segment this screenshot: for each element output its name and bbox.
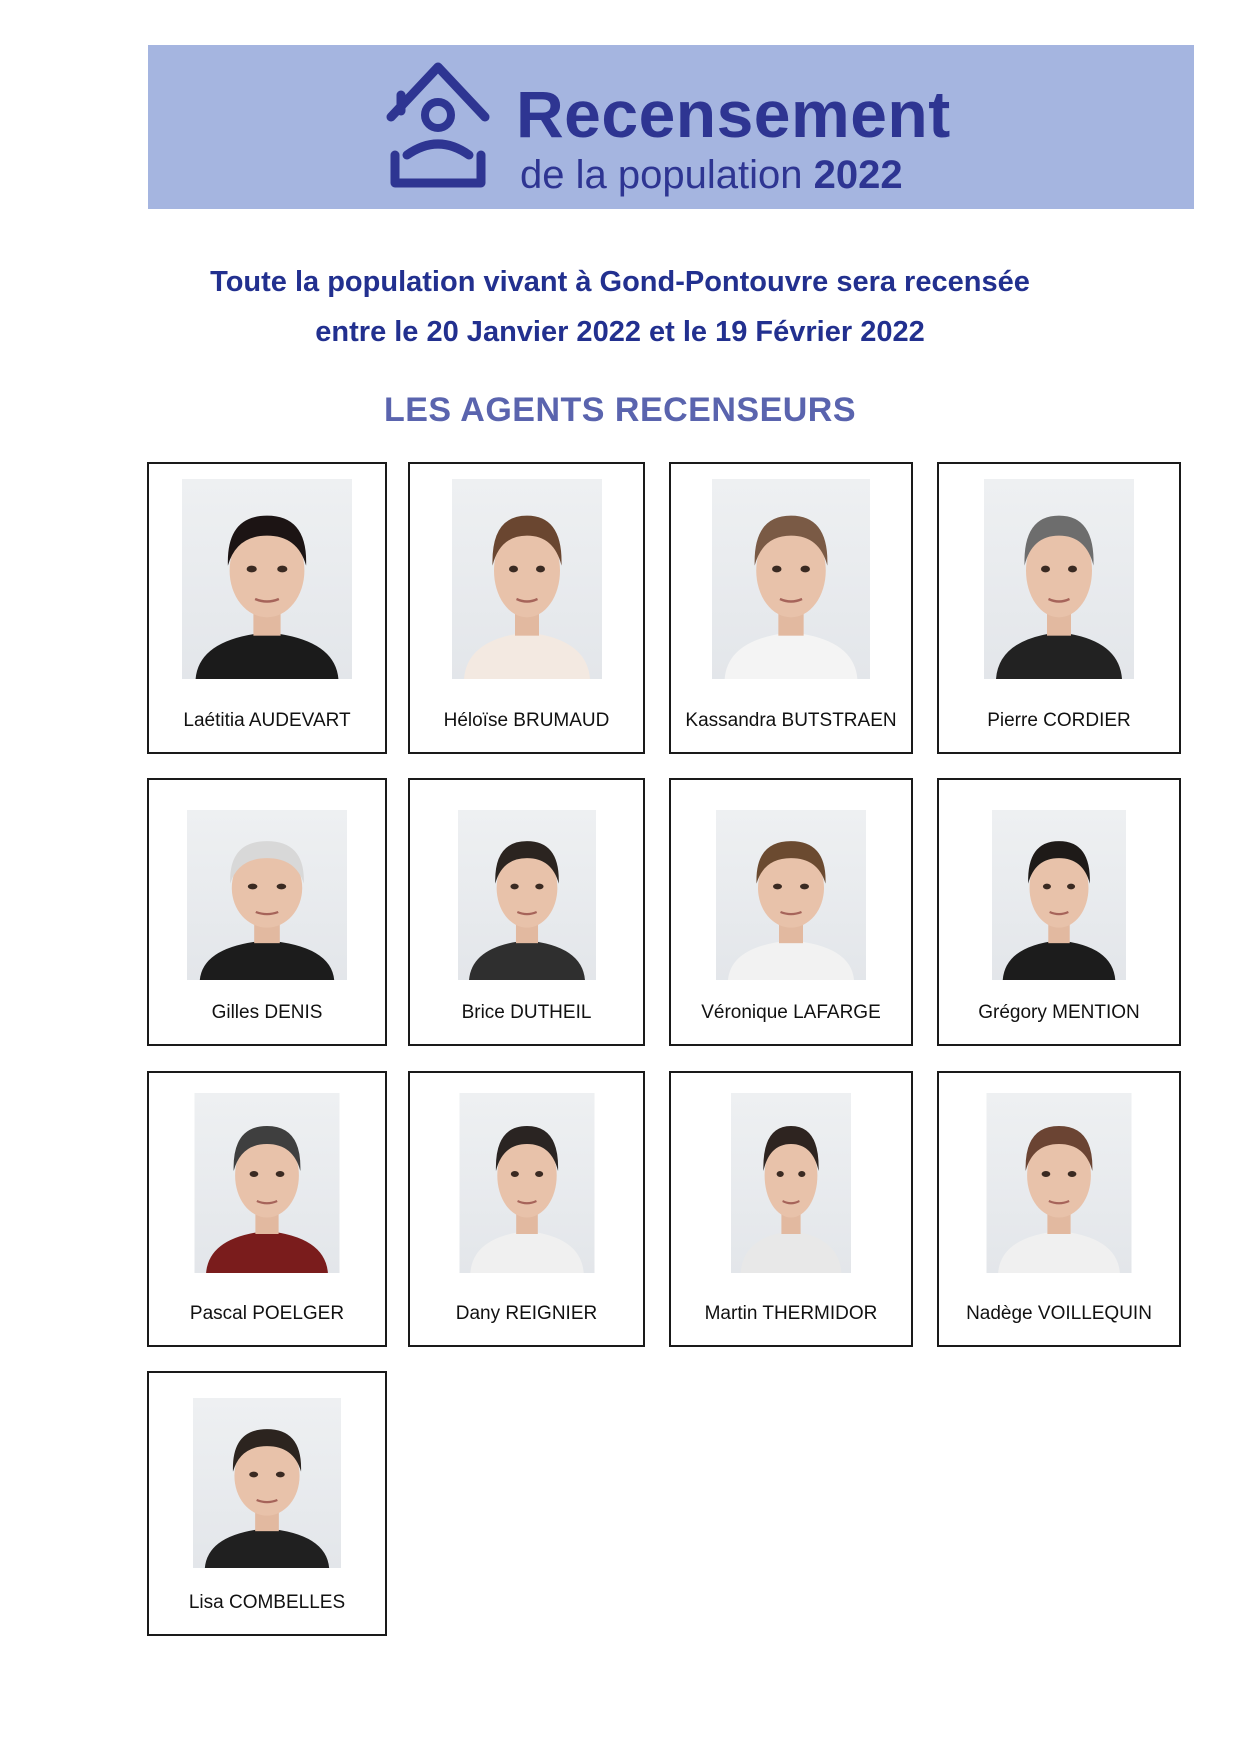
agent-card — [147, 462, 387, 754]
agent-name: Brice DUTHEIL — [461, 1002, 592, 1023]
logo-subtitle — [520, 155, 903, 195]
agent-photo — [459, 1093, 594, 1273]
agent-photo — [992, 810, 1126, 980]
house-person-icon — [383, 55, 493, 195]
agent-card — [147, 1071, 387, 1347]
agent-card — [937, 778, 1181, 1046]
agent-name: Héloïse BRUMAUD — [443, 710, 610, 731]
agent-photo — [712, 479, 870, 679]
agent-name: Kassandra BUTSTRAEN — [685, 710, 897, 731]
agent-card — [937, 462, 1181, 754]
intro-line-2: entre le 20 Janvier 2022 et le 19 Février 2022 — [315, 316, 925, 348]
agent-photo — [458, 810, 596, 980]
agent-card — [937, 1071, 1181, 1347]
agent-name: Martin THERMIDOR — [704, 1303, 878, 1324]
agent-photo — [182, 479, 352, 679]
agent-card — [408, 778, 645, 1046]
agent-card — [408, 462, 645, 754]
agent-name: Dany REIGNIER — [455, 1303, 598, 1324]
agent-name: Lisa COMBELLES — [188, 1592, 346, 1613]
agent-name: Pierre CORDIER — [987, 710, 1131, 731]
agent-name: Pascal POELGER — [189, 1303, 345, 1324]
agent-name: Gilles DENIS — [211, 1002, 323, 1023]
agent-card — [669, 1071, 913, 1347]
agent-name: Nadège VOILLEQUIN — [966, 1303, 1152, 1324]
section-title: LES AGENTS RECENSEURS — [383, 391, 857, 429]
agent-photo — [452, 479, 602, 679]
agent-photo — [731, 1093, 851, 1273]
intro-line-1: Toute la population vivant à Gond-Pontouvre sera recensée — [210, 266, 1030, 298]
agent-photo — [195, 1093, 340, 1273]
agent-photo — [984, 479, 1134, 679]
agent-name: Véronique LAFARGE — [701, 1002, 881, 1023]
agent-card — [669, 462, 913, 754]
logo-subtitle-text: de la population — [520, 153, 803, 197]
agent-card — [147, 1371, 387, 1636]
agent-card — [147, 778, 387, 1046]
agent-photo — [193, 1398, 341, 1568]
logo-year: 2022 — [813, 153, 903, 197]
agent-card — [408, 1071, 645, 1347]
agent-photo — [987, 1093, 1132, 1273]
agent-photo — [716, 810, 866, 980]
logo-title: Recensement — [516, 77, 951, 151]
agent-card — [669, 778, 913, 1046]
header-banner — [148, 45, 1194, 209]
agent-name: Laétitia AUDEVART — [183, 710, 351, 731]
agent-name: Grégory MENTION — [978, 1002, 1140, 1023]
agent-photo — [187, 810, 347, 980]
